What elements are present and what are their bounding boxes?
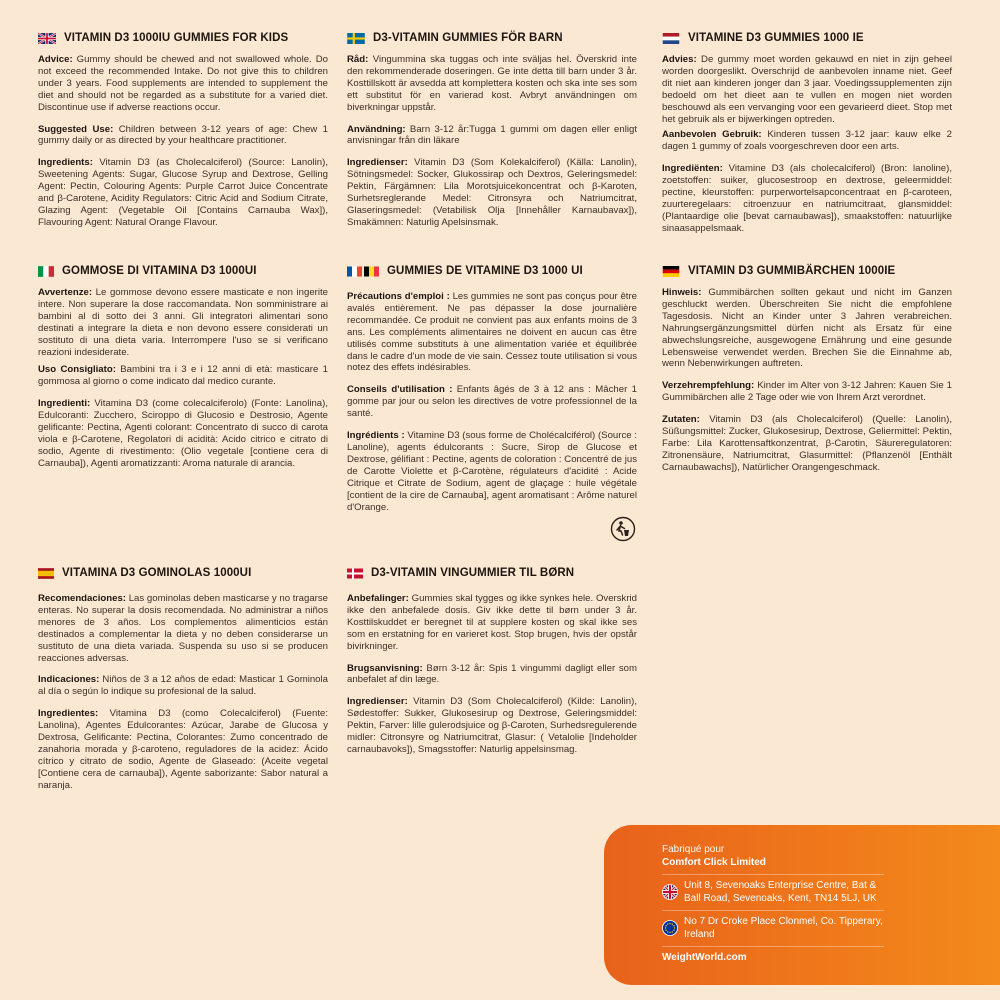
- advice-paragraph: Advies: De gummy moet worden gekauwd en niet in zijn geheel worden doorgeslikt. Overschrijd de aanbevolen inname niet. Geef dit niet aan kinderen jonger dan 3 jaar. Voedingssupplementen zijn bedoeld om het dieet aan te vullen en mogen niet worden beschouwd als een vervanging voor een gevarieerd dieet. Stop met het gebruik als er bijwerkingen optreden.: [662, 54, 952, 125]
- eu-address: No 7 Dr Croke Place Clonmel, Co. Tipperary, Ireland: [684, 916, 883, 940]
- section-title: VITAMIN D3 GUMMIBÄRCHEN 1000IE: [688, 265, 896, 277]
- advice-paragraph: Hinweis: Gummibärchen sollten gekaut und nicht im Ganzen geschluckt werden. Überschreiten Sie nicht die empfohlene Tagesdosis. Nicht an Kinder unter 3 Jahren verabreichen. Nahrungsergänzungsmittel dürfen nicht als Ersatz für eine abwechslungsreiche, ausgewogene Ernährung und eine gesunde Lebensweise verwendet werden. Brechen Sie die Einnahme ab, wenn Nebenwirkungen auftreten.: [662, 287, 952, 370]
- section-title: VITAMINA D3 GOMINOLAS 1000UI: [62, 567, 252, 579]
- usage-paragraph: Brugsanvisning: Børn 3-12 år: Spis 1 vingummi dagligt eller som anbefalet af din læge.: [347, 662, 637, 686]
- ingredients-paragraph: Ingrediënten: Vitamine D3 (als cholecalciferol) (Bron: lanoline), zoetstoffen: suiker, glucosestroop en dextrose, geleermiddel: pectine, kleurstoffen: purperwortelsapconcentraat en β-caroteen, zuurteregelaars: citroenzuur en natriumcitraat, glansmiddel: (Plantaardige olie [bevat carnaubawas]), smaakstoffen: natuurlijke sinaasappelsmaak.: [662, 163, 952, 234]
- recycle-tidyman-icon: [610, 516, 636, 542]
- ingredients-paragraph: Zutaten: Vitamin D3 (als Cholecalciferol) (Quelle: Lanolin), Süßungsmittel: Zucker, Glukosesirup, Dextrose, Geliermittel: Pektin, Farbe: Lila Karottensaftkonzentrat, β-Carotin, Säureregulatoren: Zitronensäure, Natriumcitrat, Glasurmittel: (Pflanzenöl [Enthält Carnaubawachs]), Natürlicher Orangengeschmack.: [662, 414, 952, 473]
- section-it: [38, 265, 328, 480]
- ingredients-paragraph: Ingredients: Vitamin D3 (as Cholecalciferol) (Source: Lanolin), Sweetening Agents: Sugar, Glucose Syrup and Dextrose, Gelling Agent: Pectin, Colouring Agents: Purple Carrot Juice Concentrate and β-Carotene, Acidity Regulators: Citric Acid and Sodium Citrate, Glazing Agent: (Vegetable Oil [Contains Carnauba Wax]), Flavouring Agent: Natural Orange Flavour.: [38, 157, 328, 228]
- ingredients-paragraph: Ingrédients : Vitamine D3 (sous forme de Cholécalciférol) (Source : Lanoline), agents édulcorants : Sucre, Sirop de Glucose et Dextrose, gélifiant : Pectine, agents de coloration : Concentré de jus de Carotte Violette et β-Carotène, régulateurs d'acidité : Acide Citrique et Citrate de Sodium, agent de glaçage : huile végétale [contient de la cire de Carnauba], agent aromatisant : Arôme naturel d'Orange.: [347, 430, 637, 513]
- section-sv: [347, 32, 637, 239]
- ingredients-paragraph: Ingredientes: Vitamina D3 (como Colecalciferol) (Fuente: Lanolina), Agentes Edulcorantes: Azúcar, Jarabe de Glucosa y Dextrosa, Gelificante: Pectina, Colorantes: Zumo concentrado de zanahoria morada y β-caroteno, reguladores de la acidez: Ácido cítrico y citrato de sodio, Agente de Glaseado: (Aceite vegetal [Contiene cera de carnauba]), Agente saborizante: Sabor natural a naranja.: [38, 708, 328, 791]
- advice-paragraph: Advice: Gummy should be chewed and not swallowed whole. Do not exceed the recommended Intake. Do not give this to children under 3 years. Food supplements are intended to supplement the diet and should not be regarded as a substitute for a varied diet. Discontinue use if adverse reactions occur.: [38, 54, 328, 113]
- uk-address-row: [662, 874, 884, 910]
- france-flag-icon: [347, 266, 362, 277]
- uk-flag-icon: [662, 884, 678, 900]
- section-title: VITAMINE D3 GUMMIES 1000 IE: [688, 32, 864, 44]
- advice-paragraph: Anbefalinger: Gummies skal tygges og ikke synkes hele. Overskrid ikke den anbefalede dosis. Giv ikke dette til børn under 3 år. Kosttilskuddet er beregnet til at supplere kosten og skal ikke ses som en erstatning for en varieret kost. Stop brugen, hvis der opstår bivirkninger.: [347, 593, 637, 652]
- eu-address-row: [662, 910, 884, 946]
- section-en: [38, 32, 328, 239]
- denmark-flag-icon: [347, 568, 363, 579]
- section-title: GOMMOSE DI VITAMINA D3 1000UI: [62, 265, 257, 277]
- usage-paragraph: Suggested Use: Children between 3-12 years of age: Chew 1 gummy daily or as directed by your healthcare practitioner.: [38, 123, 328, 147]
- section-title: VITAMIN D3 1000IU GUMMIES FOR KIDS: [64, 32, 289, 44]
- made-for-label: Fabriqué pour: [662, 844, 725, 855]
- eu-flag-icon: [662, 920, 678, 936]
- section-nl: [662, 32, 952, 245]
- netherlands-flag-icon: [662, 33, 680, 44]
- manufacturer-panel: [604, 825, 1000, 985]
- section-de: [662, 265, 952, 484]
- section-fr: [347, 265, 637, 523]
- advice-paragraph: Avvertenze: Le gommose devono essere masticate e non ingerite intere. Non superare la dose raccomandata. Non somministrare ai bambini al di sotto dei 3 anni. Gli integratori alimentari sono destinati a integrare la dieta e non devono essere considerati un sostituto di una dieta varia. Interrompere l'uso se si verificano reazioni indesiderate.: [38, 287, 328, 358]
- section-title: D3-VITAMIN VINGUMMIER TIL BØRN: [371, 567, 575, 579]
- spain-flag-icon: [38, 568, 54, 579]
- belgium-flag-icon: [364, 266, 379, 277]
- section-es: [38, 567, 328, 802]
- uk-address: Unit 8, Sevenoaks Enterprise Centre, Bat & Ball Road, Sevenoaks, Kent, TN14 5LJ, UK: [684, 880, 877, 904]
- germany-flag-icon: [662, 266, 680, 277]
- company-name: Comfort Click Limited: [662, 856, 766, 868]
- ingredients-paragraph: Ingredienti: Vitamina D3 (come colecalciferolo) (Fonte: Lanolina), Edulcoranti: Zucchero, Sciroppo di Glucosio e Destrosio, Agente gelificante: Pectina, Agenti colorant: Concentrato di succo di carota viola e β-Carotene, Regolatori di acidità: Acido citrico e citrato di sodio, Agente di rivestimento: (Olio vegetale [contiene cera di Carnauba]), Agenti aromatizzanti: Aroma naturale di arancia.: [38, 398, 328, 469]
- advice-paragraph: Précautions d'emploi : Les gummies ne sont pas conçus pour être avalés entièrement. Ne pas dépasser la dose journalière recommandée. Ce produit ne convient pas aux enfants moins de 3 ans. Les compléments alimentaires ne doivent en aucun cas être utilisés comme substituts à une alimentation variée et équilibrée dans le cadre d'un mode de vie sain. Cessez toute utilisation si vous notez des effets indésirables.: [347, 291, 637, 374]
- advice-paragraph: Råd: Vingummina ska tuggas och inte sväljas hel. Överskrid inte den rekommenderade doseringen. Ge inte detta till barn under 3 år. Kosttillskott är avsedda att komplettera kosten och ska inte ses som ett substitut för en varierad kost. Avbryt användningen om biverkningar uppstår.: [347, 54, 637, 113]
- sweden-flag-icon: [347, 33, 365, 44]
- ingredients-paragraph: Ingredienser: Vitamin D3 (Som Kolekalciferol) (Källa: Lanolin), Sötningsmedel: Socker, Glukossirap och Dextros, Geleringsmedel: Pektin, Färgämnen: Lila Morotsjuicekoncentrat och β-Karoten, Surhetsreglerande Medel: Citronsyra och Natriumcitrat, Glaseringsmedel: (Vetabilisk Olja [Innehåller Karnaubavax]), Smakämnen: Naturlig Apelsinsmak.: [347, 157, 637, 228]
- usage-paragraph: Användning: Barn 3-12 år:Tugga 1 gummi om dagen eller enligt anvisningar från din läkare: [347, 123, 637, 147]
- usage-paragraph: Indicaciones: Niños de 3 a 12 años de edad: Masticar 1 Gominola al día o según lo indique su profesional de la salud.: [38, 674, 328, 698]
- section-da: [347, 567, 637, 766]
- section-title: D3-VITAMIN GUMMIES FÖR BARN: [373, 32, 563, 44]
- section-title: GUMMIES DE VITAMINE D3 1000 UI: [387, 265, 583, 277]
- usage-paragraph: Uso Consigliato: Bambini tra i 3 e i 12 anni di età: masticare 1 gommosa al giorno o come indicato dal medico curante.: [38, 364, 328, 388]
- website-link[interactable]: WeightWorld.com: [662, 946, 884, 965]
- usage-paragraph: Verzehrempfehlung: Kinder im Alter von 3-12 Jahren: Kauen Sie 1 Gummibärchen alle 2 Tage oder wie von Ihrem Arzt verordnet.: [662, 380, 952, 404]
- italy-flag-icon: [38, 266, 54, 277]
- usage-paragraph: Aanbevolen Gebruik: Kinderen tussen 3-12 jaar: kauw elke 2 dagen 1 gummy of zoals voorgeschreven door een arts.: [662, 129, 952, 153]
- advice-paragraph: Recomendaciones: Las gominolas deben masticarse y no tragarse enteras. No superar la dosis recomendada. No administrar a niños menores de 3 años. Los complementos alimenticios están destinados a complementar la dieta y no deben considerarse un sustituto de una dieta variada. Suspenda su uso si se producen reacciones adversas.: [38, 593, 328, 664]
- uk-flag-icon: [38, 33, 56, 44]
- usage-paragraph: Conseils d'utilisation : Enfants âgés de 3 à 12 ans : Mâcher 1 gomme par jour ou selon les directives de votre professionnel de la santé.: [347, 384, 637, 420]
- ingredients-paragraph: Ingredienser: Vitamin D3 (Som Cholecalciferol) (Kilde: Lanolin), Sødestoffer: Sukker, Glukosesirup og Dextrose, Geleringsmiddel: Pektin, Farver: lille gulerodsjuice og β-Caroten, Surhedsregulerende midler: Citronsyre og Natriumcitrat, Glasur: ( Vetalolie [Indeholder carnaubavoks]), Smagsstoffer: Naturlig appelsinsmag.: [347, 696, 637, 755]
